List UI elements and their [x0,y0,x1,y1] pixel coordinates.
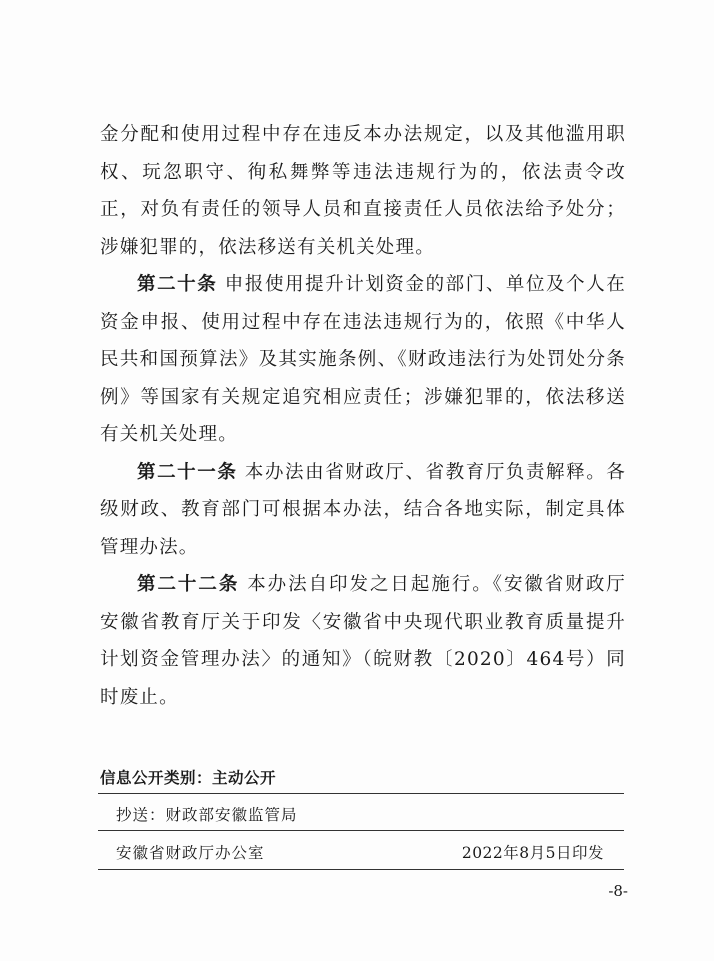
print-date: 2022年8月5日印发 [461,844,604,862]
footer-rule-bottom [98,869,624,870]
article-20-heading: 第二十条 [137,274,218,295]
document-body [100,116,626,716]
disclosure-category: 信息公开类别：主动公开 [100,769,277,787]
article-22-heading: 第二十二条 [137,574,240,595]
article-21 [100,454,626,567]
article-22 [100,566,626,716]
article-22-text: 本办法自印发之日起施行。《安徽省财政厅 安徽省教育厅关于印发〈安徽省中央现代职业教育质量提升计划资金管理办法〉的通知》（皖财教〔2020〕464号）同时废止。 [100,574,626,708]
issuing-office: 安徽省财政厅办公室 [116,844,265,862]
paragraph-continuation: 金分配和使用过程中存在违反本办法规定，以及其他滥用职权、玩忽职守、徇私舞弊等违法违规行为的，依法责令改正，对负有责任的领导人员和直接责任人员依法给予处分；涉嫌犯罪的，依法移送有关机关处理。 [100,124,626,258]
cc-recipients: 抄送：财政部安徽监管局 [116,806,298,824]
article-21-text: 本办法由省财政厅、省教育厅负责解释。各级财政、教育部门可根据本办法，结合各地实际，制定具体管理办法。 [100,461,626,558]
footer-rule-middle [98,830,624,831]
article-21-heading: 第二十一条 [137,461,238,483]
footer-rule-top [98,793,624,794]
page-number: -8- [608,882,628,900]
article-20-text: 申报使用提升计划资金的部门、单位及个人在资金申报、使用过程中存在违法违规行为的，依照《中华人民共和国预算法》及其实施条例、《财政违法行为处罚处分条例》等国家有关规定追究相应责任；涉嫌犯罪的，依法移送有关机关处理。 [100,274,626,445]
article-20 [100,266,626,454]
